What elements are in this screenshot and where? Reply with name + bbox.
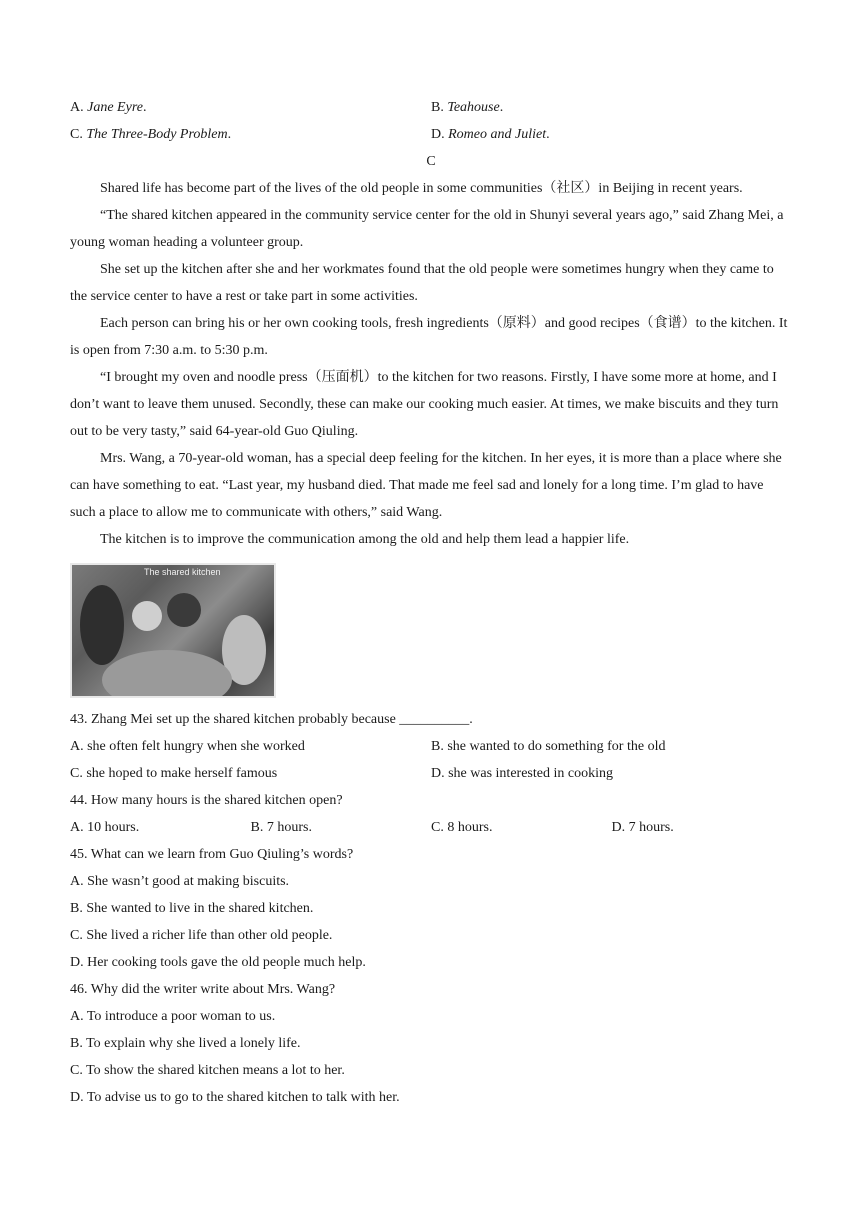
q44-option-a: A. 10 hours. (70, 820, 140, 835)
passage-paragraph: She set up the kitchen after she and her workmates found that the old people were sometimes hungry when they came to the service center to have a rest or take part in some activities. (70, 262, 774, 304)
section-label: C (426, 154, 436, 169)
prev-option-a: A. Jane Eyre. (70, 100, 147, 115)
passage-paragraph: The kitchen is to improve the communication among the old and help them lead a happier life. (100, 532, 630, 547)
photo-person-figure (132, 601, 162, 631)
photo-table (102, 650, 232, 698)
q44-option-c: C. 8 hours. (431, 820, 493, 835)
question-43-options-row-1 (70, 733, 792, 760)
exam-page (70, 94, 792, 1111)
q44-option-d: D. 7 hours. (611, 820, 674, 835)
q43-option-c: C. she hoped to make herself famous (70, 766, 278, 781)
passage-paragraph: Mrs. Wang, a 70-year-old woman, has a special deep feeling for the kitchen. In her eyes, it is more than a place where she can have something to eat. “Last year, my husband died. That made me feel sad and lonely for a long time. I’m glad to have such a place to allow me to communicate with others,” said Wang. (70, 451, 782, 520)
photo-person-figure (80, 585, 124, 665)
q43-option-d: D. she was interested in cooking (431, 766, 613, 781)
q45-option-d: D. Her cooking tools gave the old people much help. (70, 955, 366, 970)
q43-option-b: B. she wanted to do something for the old (431, 739, 666, 754)
q43-option-a: A. she often felt hungry when she worked (70, 739, 305, 754)
question-44-options (70, 814, 792, 841)
passage-paragraph: “I brought my oven and noodle press（压面机）to the kitchen for two reasons. Firstly, I have some more at home, and I don’t want to leave them unused. Secondly, these can make our cooking much easier. At times, we make biscuits and they turn out to be very tasty,” said 64-year-old Guo Qiuling. (70, 370, 779, 439)
prev-option-b: B. Teahouse. (431, 100, 504, 115)
shared-kitchen-photo (70, 563, 276, 698)
question-46-stem: 46. Why did the writer write about Mrs. Wang? (70, 982, 336, 997)
q45-option-c: C. She lived a richer life than other old people. (70, 928, 333, 943)
question-45-stem: 45. What can we learn from Guo Qiuling’s words? (70, 847, 354, 862)
q45-option-b: B. She wanted to live in the shared kitchen. (70, 901, 314, 916)
photo-person-figure (167, 593, 201, 627)
q46-option-b: B. To explain why she lived a lonely life. (70, 1036, 301, 1051)
passage-paragraph: “The shared kitchen appeared in the community service center for the old in Shunyi several years ago,” said Zhang Mei, a young woman heading a volunteer group. (70, 208, 784, 250)
question-43-stem: 43. Zhang Mei set up the shared kitchen probably because __________. (70, 712, 473, 727)
q46-option-d: D. To advise us to go to the shared kitchen to talk with her. (70, 1090, 400, 1105)
question-44-stem: 44. How many hours is the shared kitchen open? (70, 793, 343, 808)
prev-options-row-1 (70, 94, 792, 121)
passage-paragraph: Each person can bring his or her own cooking tools, fresh ingredients（原料）and good recipes（食谱）to the kitchen. It is open from 7:30 a.m. to 5:30 p.m. (70, 316, 788, 358)
q45-option-a: A. She wasn’t good at making biscuits. (70, 874, 290, 889)
prev-options-row-2 (70, 121, 792, 148)
prev-option-d: D. Romeo and Juliet. (431, 127, 550, 142)
prev-option-c: C. The Three-Body Problem. (70, 127, 232, 142)
photo-caption: The shared kitchen (144, 567, 221, 577)
q44-option-b: B. 7 hours. (250, 820, 312, 835)
q46-option-c: C. To show the shared kitchen means a lot to her. (70, 1063, 345, 1078)
passage-paragraph: Shared life has become part of the lives of the old people in some communities（社区）in Beijing in recent years. (100, 181, 743, 196)
q46-option-a: A. To introduce a poor woman to us. (70, 1009, 276, 1024)
question-43-options-row-2 (70, 760, 792, 787)
